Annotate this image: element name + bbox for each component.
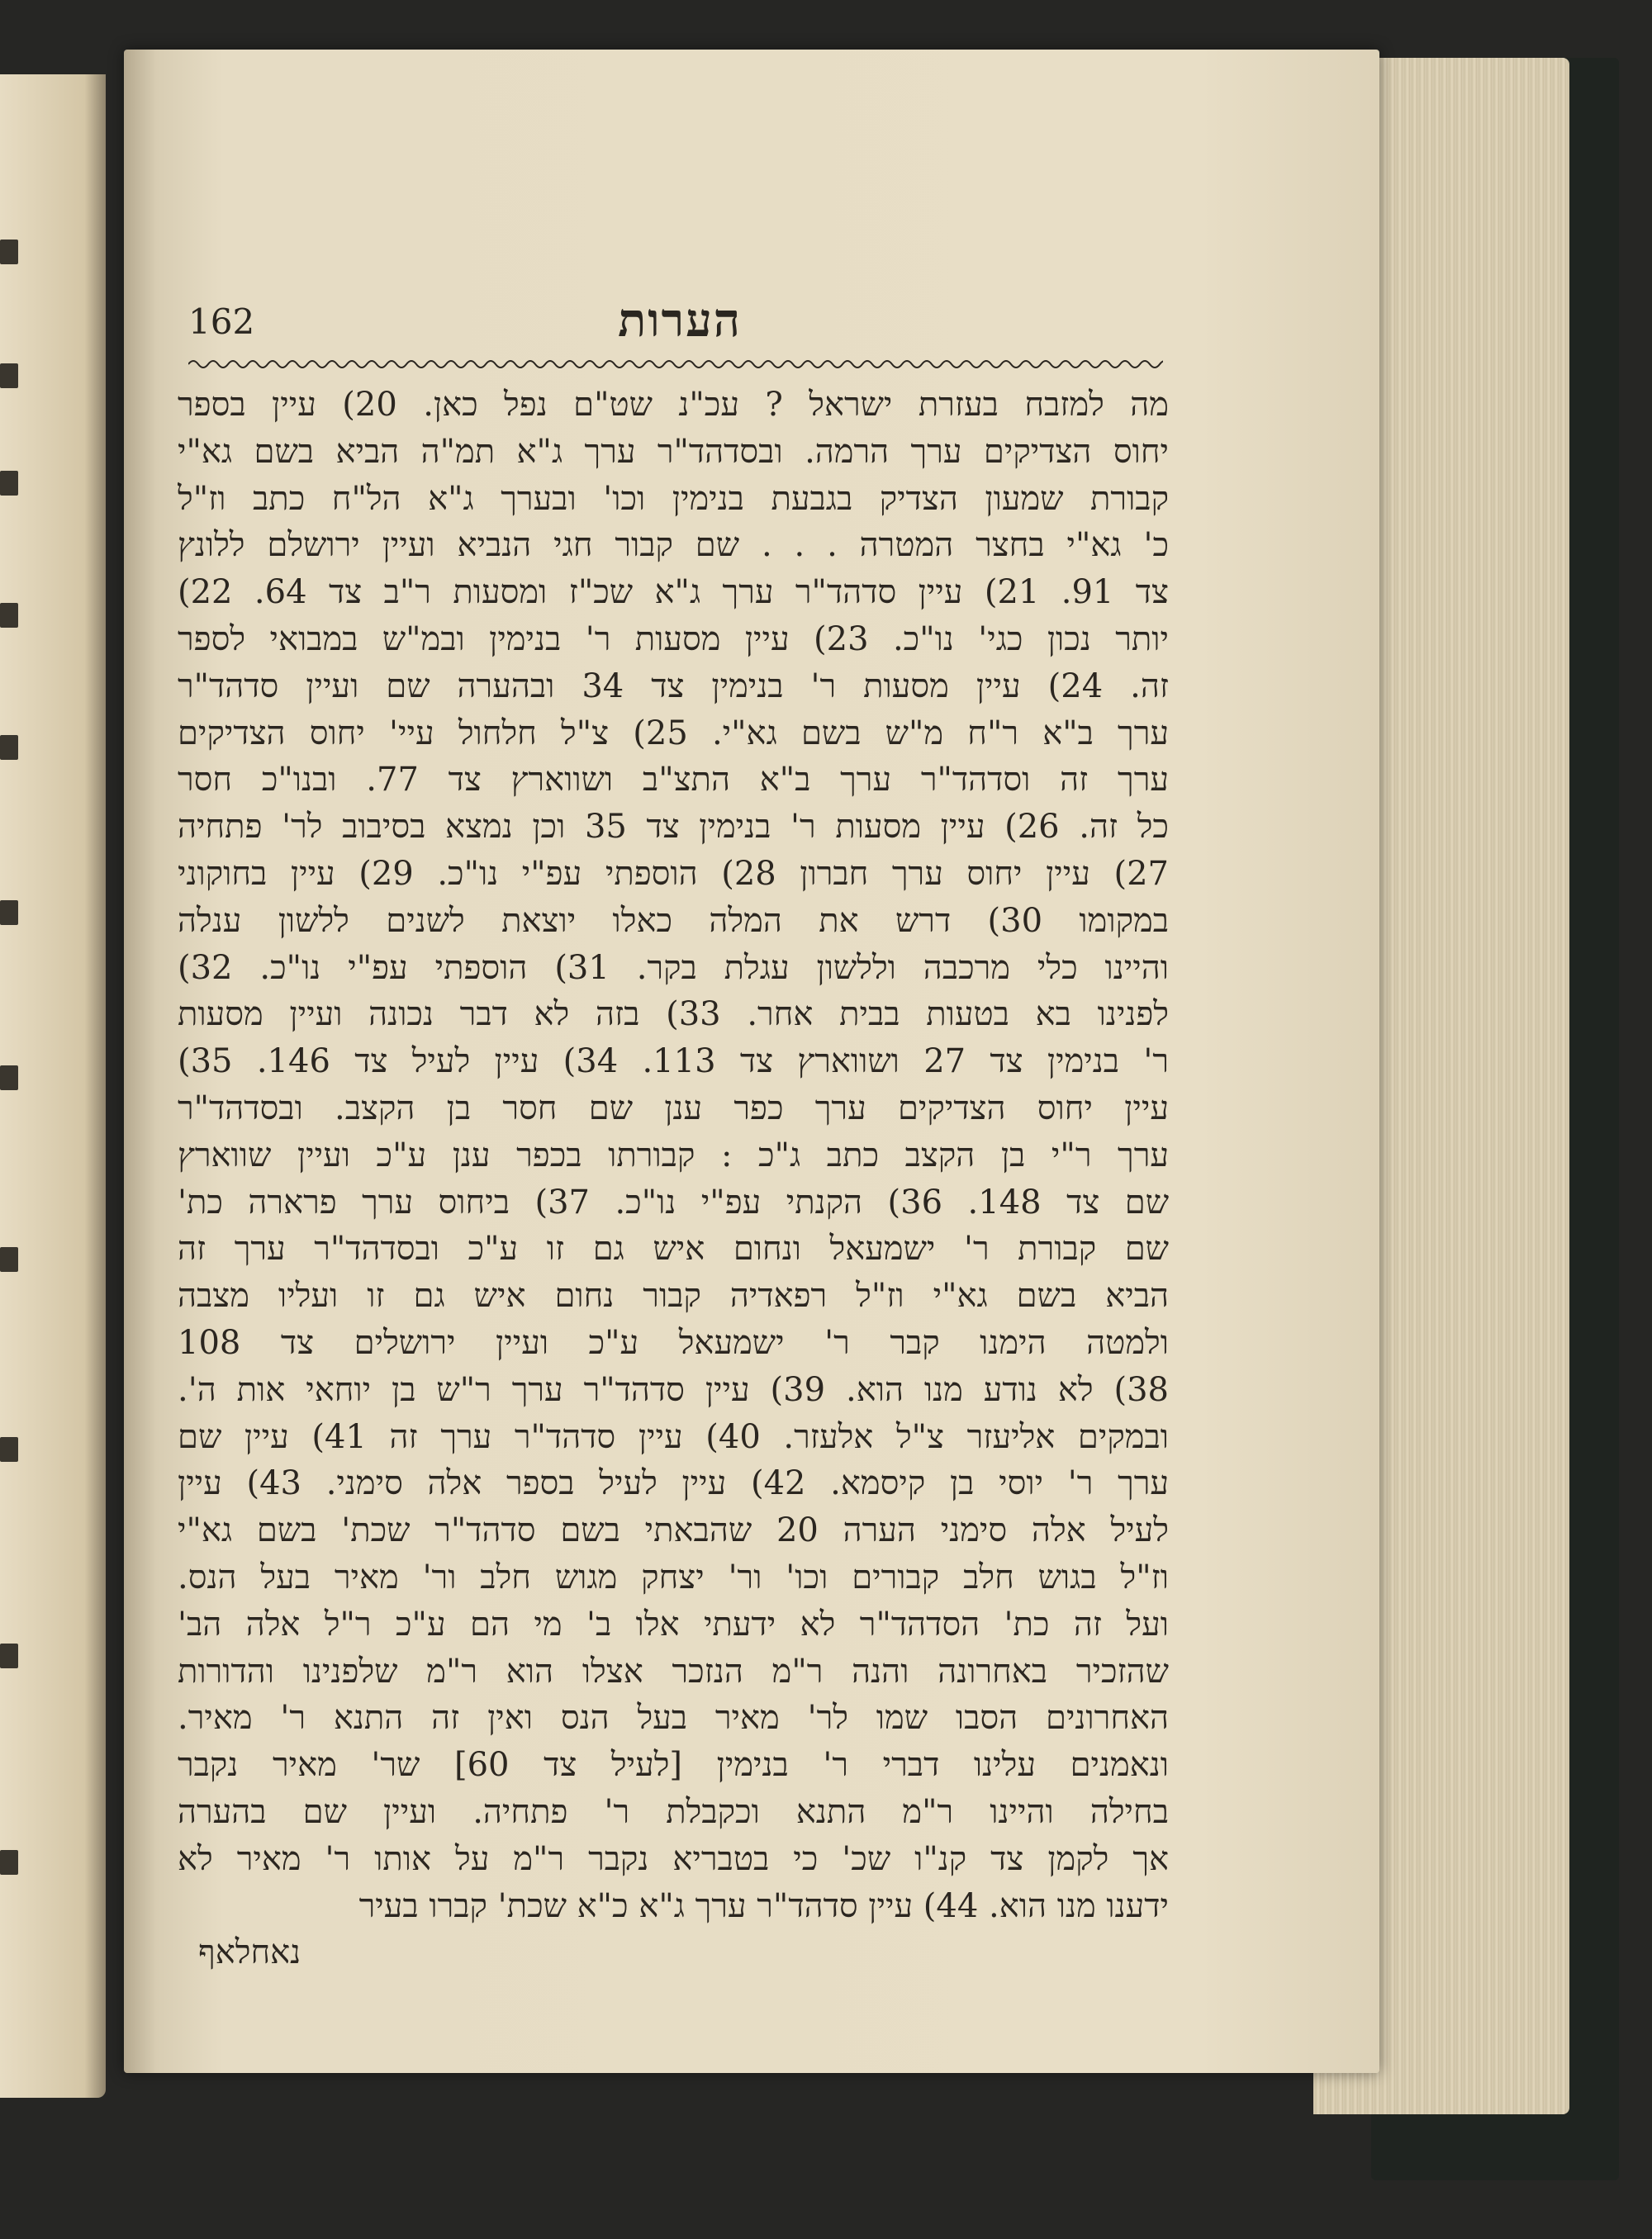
page-header: [188, 293, 1163, 351]
facing-page-text-fragment: [0, 240, 18, 264]
note-line: וז"ל בגוש חלב קבורים וכו' ור' יצחק מגוש חלב ור' מאיר בעל הנס.: [178, 1558, 1169, 1596]
note-line: במקומו 30) דרש את המלה כאלו יוצאת לשנים ללשון ענלה: [178, 901, 1169, 940]
facing-page-text-fragment: [0, 1850, 18, 1875]
note-line: 27) עיין יחוס ערך חברון 28) הוספתי עפ"י נו"כ. 29) עיין בחוקוני: [178, 854, 1169, 893]
note-line: עיין יחוס הצדיקים ערך כפר ענן שם חסר בן הקצב. ובסדהד"ר: [178, 1089, 1169, 1127]
facing-page-text-fragment: [0, 1644, 18, 1668]
notes-text-block: [178, 382, 1169, 1929]
wavy-divider: [188, 355, 1163, 373]
note-line: הביא בשם גא"י וז"ל רפאדיה קבור נחום איש גם זו ועליו מצבה: [178, 1277, 1169, 1316]
note-line: שם צד 148. 36) הקנתי עפ"י נו"כ. 37) ביחוס ערך פרארה כת': [178, 1183, 1169, 1221]
note-line: ונאמנים עלינו דברי ר' בנימין [לעיל צד 60] שר' מאיר נקבר: [178, 1746, 1169, 1785]
note-line: זה. 24) עיין מסעות ר' בנימין צד 34 ובהערה שם ועיין סדהד"ר: [178, 666, 1169, 705]
facing-page-text-fragment: [0, 735, 18, 760]
facing-page-text-fragment: [0, 471, 18, 496]
note-line: ערך זה וסדהד"ר ערך ב"א התצ"ב ושווארץ צד 77. ובנו"כ חסר: [178, 761, 1169, 799]
note-line: האחרונים הסבו שמו לר' מאיר בעל הנס ואין זה התנא ר' מאיר.: [178, 1699, 1169, 1738]
note-line: שהזכיר באחרונה והנה ר"מ הנזכר אצלו הוא ר"מ שלפנינו והדורות: [178, 1652, 1169, 1691]
facing-page-text-fragment: [0, 363, 18, 388]
note-line: 38) לא נודע מנו הוא. 39) עיין סדהד"ר ערך ר"ש בן יוחאי אות ה'.: [178, 1370, 1169, 1409]
note-line: בחילה והיינו ר"מ התנא וכקבלת ר' פתחיה. ועיין שם בהערה: [178, 1792, 1169, 1831]
note-line: לעיל אלה סימני הערה 20 שהבאתי בשם סדהד"ר שכת' בשם גא"י: [178, 1511, 1169, 1550]
facing-page-text-fragment: [0, 1437, 18, 1462]
note-line: יחוס הצדיקים ערך הרמה. ובסדהד"ר ערך ג"א תמ"ה הביא בשם גא"י: [178, 432, 1169, 471]
note-line: ערך ב"א ר"ח מ"ש בשם גא"י. 25) צ"ל חלחול עיי' יחוס הצדיקים: [178, 714, 1169, 752]
note-line: ולמטה הימנו קבר ר' ישמעאל ע"כ ועיין ירושלים צד 108: [178, 1323, 1169, 1362]
note-line: שם קבורת ר' ישמעאל ונחום איש גם זו ע"כ ובסדהד"ר ערך זה: [178, 1230, 1169, 1269]
note-line: ידענו מנו הוא. 44) עיין סדהד"ר ערך ג"א כ"א שכת' קברו בעיר: [358, 1886, 1169, 1925]
note-line: אך לקמן צד קנ"ו שכ' כי בטבריא נקבר ר"מ על אותו ר' מאיר לא: [178, 1839, 1169, 1878]
note-line: ובמקים אליעזר צ"ל אלעזר. 40) עיין סדהד"ר ערך זה 41) עיין שם: [178, 1417, 1169, 1456]
note-line: יותר נכון כגי' נו"כ. 23) עיין מסעות ר' בנימין ובמ"ש במבואי לספר: [178, 619, 1169, 658]
note-line: כל זה. 26) עיין מסעות ר' בנימין צד 35 וכן נמצא בסיבוב לר' פתחיה: [178, 808, 1169, 847]
facing-page: [0, 74, 106, 2098]
facing-page-text-fragment: [0, 603, 18, 628]
note-line: והיינו כלי מרכבה וללשון עגלת בקר. 31) הוספתי עפ"י נו"כ. 32): [178, 948, 1169, 987]
note-line: ערך ר' יוסי בן קיסמא. 42) עיין לעיל בספר אלה סימני. 43) עיין: [178, 1464, 1169, 1503]
note-line: ועל זה כת' הסדהד"ר לא ידעתי אלו ב' מי הם ע"כ ר"ל אלה הב': [178, 1605, 1169, 1644]
note-line: קבורת שמעון הצדיק בגבעת בנימין וכו' ובערך ג"א הל"ח כתב וז"ל: [178, 479, 1169, 518]
note-line: ר' בנימין צד 27 ושווארץ צד 113. 34) עיין לעיל צד 146. 35): [178, 1042, 1169, 1081]
note-line: כ' גא"י בחצר המטרה . . . שם קבור חגי הנביא ועיין ירושלם ללונץ: [178, 526, 1169, 565]
catchword: נאחלאף: [198, 1933, 301, 1971]
page-title: הערות: [618, 293, 742, 348]
facing-page-text-fragment: [0, 900, 18, 925]
facing-page-text-fragment: [0, 1247, 18, 1272]
note-line: ערך ר"י בן הקצב כתב ג"כ : קבורתו בכפר ענן ע"כ ועיין שווארץ: [178, 1136, 1169, 1174]
note-line: לפנינו בא בטעות בבית אחר. 33) בזה לא דבר נכונה ועיין מסעות: [178, 995, 1169, 1034]
page-number: 162: [188, 301, 255, 342]
facing-page-text-fragment: [0, 1065, 18, 1090]
note-line: צד 91. 21) עיין סדהד"ר ערך ג"א שכ"ז ומסעות ר"ב צד 64. 22): [178, 573, 1169, 612]
note-line: מה למזבח בעזרת ישראל ? עכ"נ שט"ם נפל כאן. 20) עיין בספר: [178, 386, 1169, 424]
